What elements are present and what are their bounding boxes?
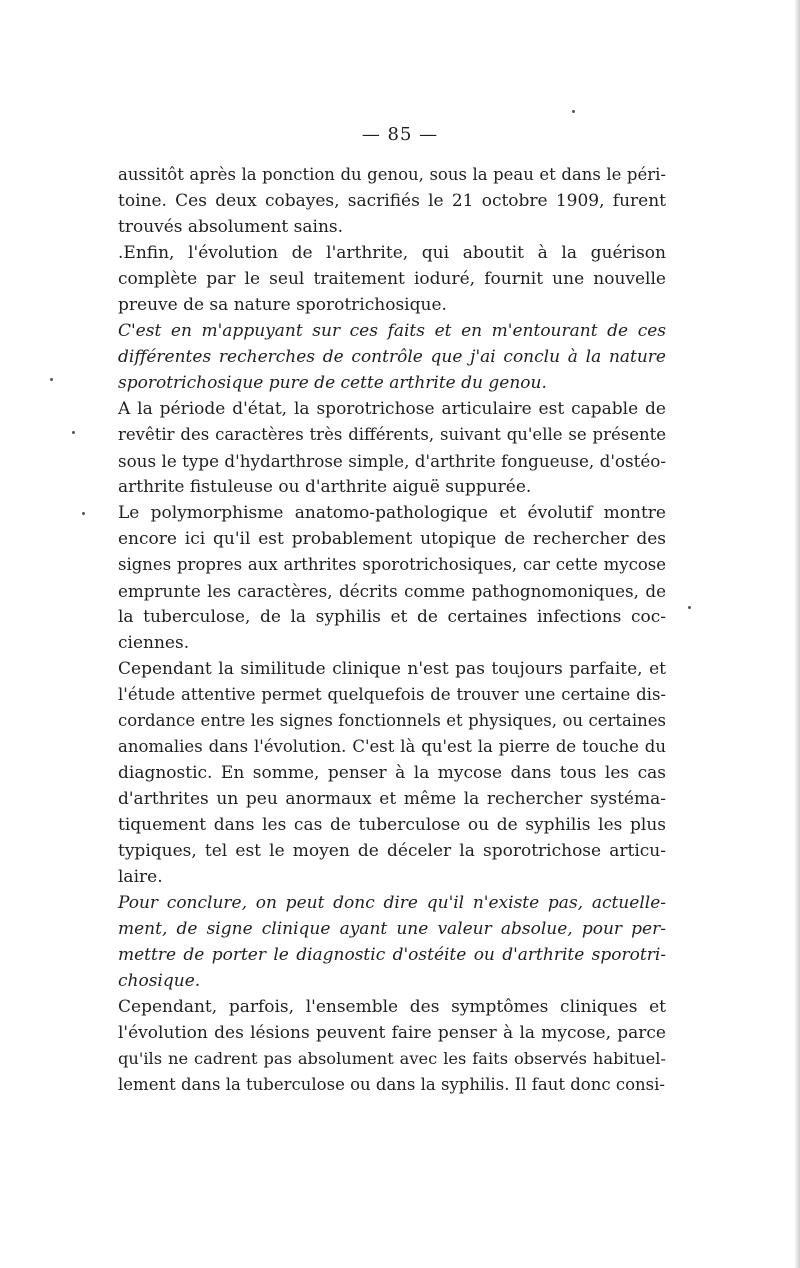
text-line: encore ici qu'il est probablement utopique de rechercher des bbox=[118, 529, 666, 549]
text-line: sous le type d'hydarthrose simple, d'arthrite fongueuse, d'ostéo- bbox=[118, 451, 666, 471]
text-line: qu'ils ne cadrent pas absolument avec les faits observés habituel- bbox=[118, 1049, 666, 1068]
text-line: toine. Ces deux cobayes, sacrifiés le 21 octobre 1909, furent bbox=[118, 191, 666, 211]
text-line: cordance entre les signes fonctionnels et physiques, ou certaines bbox=[118, 711, 666, 730]
italic-paragraph bbox=[118, 890, 666, 994]
page-number: — 85 — bbox=[361, 124, 439, 145]
text-line: la tuberculose, de la syphilis et de certaines infections coc- bbox=[118, 607, 666, 627]
text-line: C'est en m'appuyant sur ces faits et en m'entourant de ces bbox=[118, 321, 666, 341]
italic-paragraph bbox=[118, 318, 666, 396]
paragraph bbox=[118, 396, 666, 500]
text-line: revêtir des caractères très différents, suivant qu'elle se présente bbox=[118, 425, 666, 444]
text-line: sporotrichosique pure de cette arthrite du genou. bbox=[118, 373, 547, 393]
text-line: Cependant, parfois, l'ensemble des symptômes cliniques et bbox=[118, 997, 666, 1017]
text-line: Le polymorphisme anatomo-pathologique et évolutif montre bbox=[118, 503, 666, 523]
text-line: complète par le seul traitement ioduré, fournit une nouvelle bbox=[118, 269, 666, 289]
text-line: lement dans la tuberculose ou dans la syphilis. Il faut donc consi- bbox=[118, 1075, 665, 1094]
text-line: diagnostic. En somme, penser à la mycose dans tous les cas bbox=[118, 763, 666, 783]
text-line: Cependant la similitude clinique n'est pas toujours parfaite, et bbox=[118, 659, 666, 679]
paragraph bbox=[118, 994, 666, 1098]
text-line: ciennes. bbox=[118, 633, 190, 653]
text-line: chosique. bbox=[118, 971, 201, 991]
ink-speck bbox=[50, 378, 53, 381]
text-line: laire. bbox=[118, 867, 163, 887]
text-line: typiques, tel est le moyen de déceler la sporotrichose articu- bbox=[118, 841, 666, 861]
text-line: ment, de signe clinique ayant une valeur absolue, pour per- bbox=[118, 919, 666, 939]
ink-speck bbox=[688, 606, 691, 609]
paragraph bbox=[118, 656, 666, 890]
text-line: signes propres aux arthrites sporotrichosiques, car cette mycose bbox=[118, 555, 666, 574]
text-line: l'étude attentive permet quelquefois de trouver une certaine dis- bbox=[118, 685, 666, 704]
page-edge-shadow bbox=[794, 0, 800, 1268]
paragraph bbox=[118, 162, 666, 240]
paragraph bbox=[118, 500, 666, 656]
paragraph bbox=[118, 240, 666, 318]
text-line: .Enfin, l'évolution de l'arthrite, qui aboutit à la guérison bbox=[118, 243, 666, 263]
text-line: Pour conclure, on peut donc dire qu'il n'existe pas, actuelle- bbox=[118, 893, 666, 913]
text-line: emprunte les caractères, décrits comme pathognomoniques, de bbox=[118, 581, 666, 601]
text-line: tiquement dans les cas de tuberculose ou de syphilis les plus bbox=[118, 815, 666, 835]
text-line: preuve de sa nature sporotrichosique. bbox=[118, 295, 447, 315]
text-line: l'évolution des lésions peuvent faire penser à la mycose, parce bbox=[118, 1023, 666, 1043]
ink-speck bbox=[72, 431, 75, 434]
text-line: différentes recherches de contrôle que j'ai conclu à la nature bbox=[118, 347, 666, 367]
text-line: anomalies dans l'évolution. C'est là qu'est la pierre de touche du bbox=[118, 737, 666, 756]
text-line: d'arthrites un peu anormaux et même la rechercher systéma- bbox=[118, 789, 666, 809]
text-line: trouvés absolument sains. bbox=[118, 217, 344, 237]
text-line: aussitôt après la ponction du genou, sous la peau et dans le péri- bbox=[118, 165, 666, 184]
ink-speck bbox=[572, 110, 575, 113]
text-line: A la période d'état, la sporotrichose articulaire est capable de bbox=[118, 399, 666, 419]
text-line: arthrite fistuleuse ou d'arthrite aiguë suppurée. bbox=[118, 477, 532, 497]
ink-speck bbox=[82, 512, 85, 515]
text-line: mettre de porter le diagnostic d'ostéite ou d'arthrite sporotri- bbox=[118, 945, 666, 965]
body-text bbox=[118, 162, 666, 1098]
